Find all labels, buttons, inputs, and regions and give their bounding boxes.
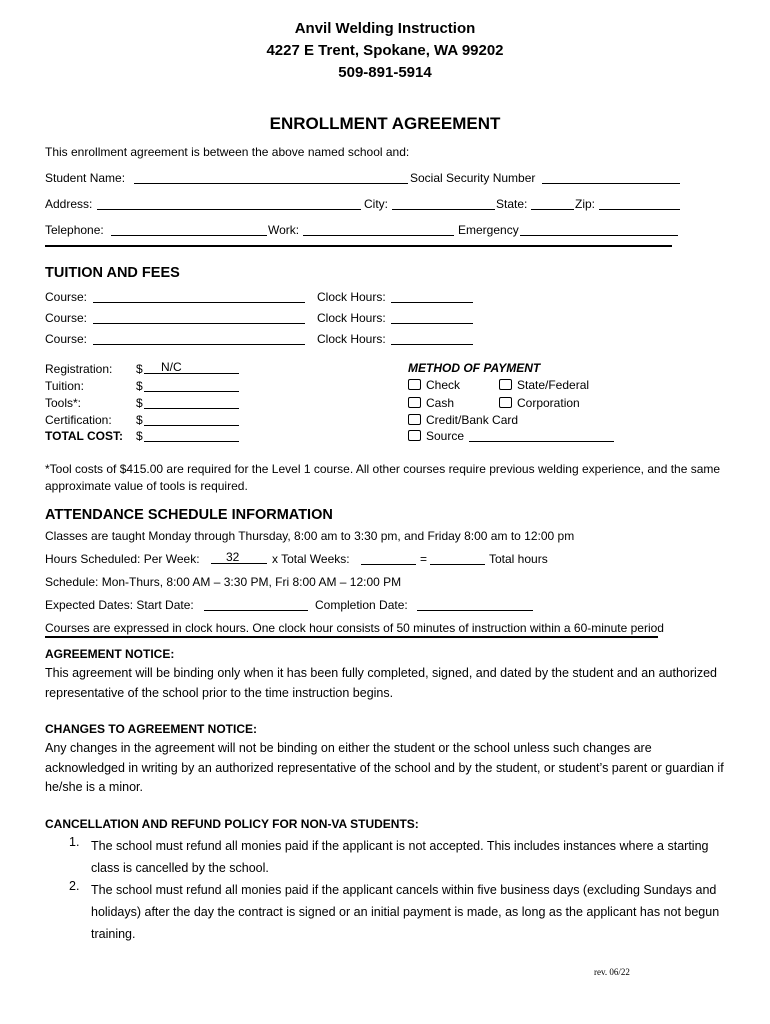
refund-heading: CANCELLATION AND REFUND POLICY FOR NON-VA STUDENTS: (45, 817, 419, 831)
checkbox-icon (499, 379, 512, 390)
clock-hours-label: Clock Hours: (317, 332, 386, 346)
checkbox-icon (408, 430, 421, 441)
completion-date-field[interactable] (417, 599, 533, 611)
state-field[interactable] (531, 198, 574, 210)
divider (45, 636, 658, 638)
payment-check-label: Check (426, 378, 461, 392)
refund-item-number: 1. (69, 835, 80, 849)
address-label: Address: (45, 197, 93, 211)
payment-state-federal-label: State/Federal (517, 378, 590, 392)
registration-value[interactable]: N/C (144, 360, 239, 374)
certification-label: Certification: (45, 413, 112, 427)
payment-state-federal[interactable] (499, 378, 589, 392)
refund-item-number: 2. (69, 879, 80, 893)
total-cost-value[interactable] (144, 430, 239, 442)
total-hours-field[interactable] (430, 553, 485, 565)
ssn-label: Social Security Number (410, 171, 536, 185)
clock-hours-label: Clock Hours: (317, 290, 386, 304)
work-label: Work: (268, 223, 300, 237)
emergency-field[interactable] (520, 224, 678, 236)
payment-heading: METHOD OF PAYMENT (408, 361, 541, 375)
telephone-label: Telephone: (45, 223, 104, 237)
clock-hours-field[interactable] (391, 333, 473, 345)
refund-item-2: The school must refund all monies paid if the applicant cancels within five business days (excluding Sundays and holidays) after the day the contract is signed or an initial payment is made, as long as the applicant has not begun training. (91, 883, 720, 941)
address-field[interactable] (97, 198, 361, 210)
start-date-label: Expected Dates: Start Date: (45, 598, 194, 612)
work-field[interactable] (303, 224, 454, 236)
tuition-label: Tuition: (45, 379, 84, 393)
intro-text: This enrollment agreement is between the above named school and: (45, 145, 410, 159)
school-address: 4227 E Trent, Spokane, WA 99202 (266, 42, 504, 59)
total-weeks-field[interactable] (361, 553, 416, 565)
payment-corporation[interactable] (499, 396, 580, 410)
zip-label: Zip: (575, 197, 596, 211)
refund-item-1: The school must refund all monies paid if the applicant is not accepted. This includes instances where a starting class is cancelled by the school. (91, 839, 709, 875)
checkbox-icon (408, 379, 421, 390)
student-name-field[interactable] (134, 172, 408, 184)
student-name-label: Student Name: (45, 171, 126, 185)
emergency-label: Emergency (458, 223, 519, 237)
total-cost-label: TOTAL COST: (45, 429, 123, 443)
payment-source-label: Source (426, 429, 465, 443)
course-label: Course: (45, 332, 88, 346)
agreement-notice-heading: AGREEMENT NOTICE: (45, 647, 175, 661)
schedule-text: Schedule: Mon-Thurs, 8:00 AM – 3:30 PM, Fri 8:00 AM – 12:00 PM (45, 575, 402, 589)
tuition-heading: TUITION AND FEES (45, 265, 180, 281)
currency-sign: $ (136, 413, 143, 427)
tools-value[interactable] (144, 397, 239, 409)
hours-per-week-value[interactable]: 32 (211, 550, 267, 564)
agreement-notice-text: This agreement will be binding only when it has been fully completed, signed, and dated by the student and an authorized representative of the school prior to the time instruction begins. (45, 666, 717, 700)
city-field[interactable] (392, 198, 495, 210)
state-label: State: (496, 197, 528, 211)
revision-label: rev. 06/22 (594, 967, 630, 977)
clock-hours-note: Courses are expressed in clock hours. One clock hour consists of 50 minutes of instruction within a 60-minute period (45, 621, 664, 635)
city-label: City: (364, 197, 388, 211)
checkbox-icon (499, 397, 512, 408)
equals-sign: = (420, 552, 428, 566)
payment-check[interactable] (408, 378, 460, 392)
certification-value[interactable] (144, 414, 239, 426)
registration-label: Registration: (45, 362, 113, 376)
payment-cash-label: Cash (426, 396, 455, 410)
payment-credit-bank[interactable] (408, 413, 518, 427)
tuition-value[interactable] (144, 380, 239, 392)
checkbox-icon (408, 397, 421, 408)
checkbox-icon (408, 414, 421, 425)
currency-sign: $ (136, 396, 143, 410)
clock-hours-field[interactable] (391, 312, 473, 324)
source-field[interactable] (469, 430, 614, 442)
clock-hours-field[interactable] (391, 291, 473, 303)
changes-notice-text: Any changes in the agreement will not be binding on either the student or the school unless such changes are acknowledged in writing by an authorized representative of the school and by the student, or student’s parent or guardian if he/she is a minor. (45, 741, 724, 794)
school-phone: 509-891-5914 (338, 64, 432, 81)
course-label: Course: (45, 290, 88, 304)
total-weeks-label: x Total Weeks: (272, 552, 350, 566)
zip-field[interactable] (599, 198, 680, 210)
tools-label: Tools*: (45, 396, 82, 410)
start-date-field[interactable] (204, 599, 308, 611)
ssn-field[interactable] (542, 172, 680, 184)
hours-scheduled-label: Hours Scheduled: Per Week: (45, 552, 200, 566)
school-name: Anvil Welding Instruction (294, 20, 476, 37)
payment-cash[interactable] (408, 396, 454, 410)
divider (45, 245, 672, 247)
total-hours-label: Total hours (489, 552, 548, 566)
tools-footnote: *Tool costs of $415.00 are required for the Level 1 course. All other courses require previous welding experience, and the same approximate value of tools is required. (45, 462, 721, 493)
changes-notice-heading: CHANGES TO AGREEMENT NOTICE: (45, 722, 258, 736)
course-field[interactable] (93, 333, 305, 345)
attendance-heading: ATTENDANCE SCHEDULE INFORMATION (45, 507, 333, 523)
page-title: ENROLLMENT AGREEMENT (269, 114, 501, 133)
telephone-field[interactable] (111, 224, 267, 236)
course-field[interactable] (93, 291, 305, 303)
course-field[interactable] (93, 312, 305, 324)
classes-text: Classes are taught Monday through Thursday, 8:00 am to 3:30 pm, and Friday 8:00 am to 12:00 pm (45, 529, 575, 543)
currency-sign: $ (136, 362, 143, 376)
currency-sign: $ (136, 379, 143, 393)
payment-corporation-label: Corporation (517, 396, 580, 410)
payment-credit-bank-label: Credit/Bank Card (426, 413, 519, 427)
course-label: Course: (45, 311, 88, 325)
payment-source[interactable] (408, 429, 464, 443)
currency-sign: $ (136, 429, 143, 443)
completion-date-label: Completion Date: (315, 598, 408, 612)
clock-hours-label: Clock Hours: (317, 311, 386, 325)
